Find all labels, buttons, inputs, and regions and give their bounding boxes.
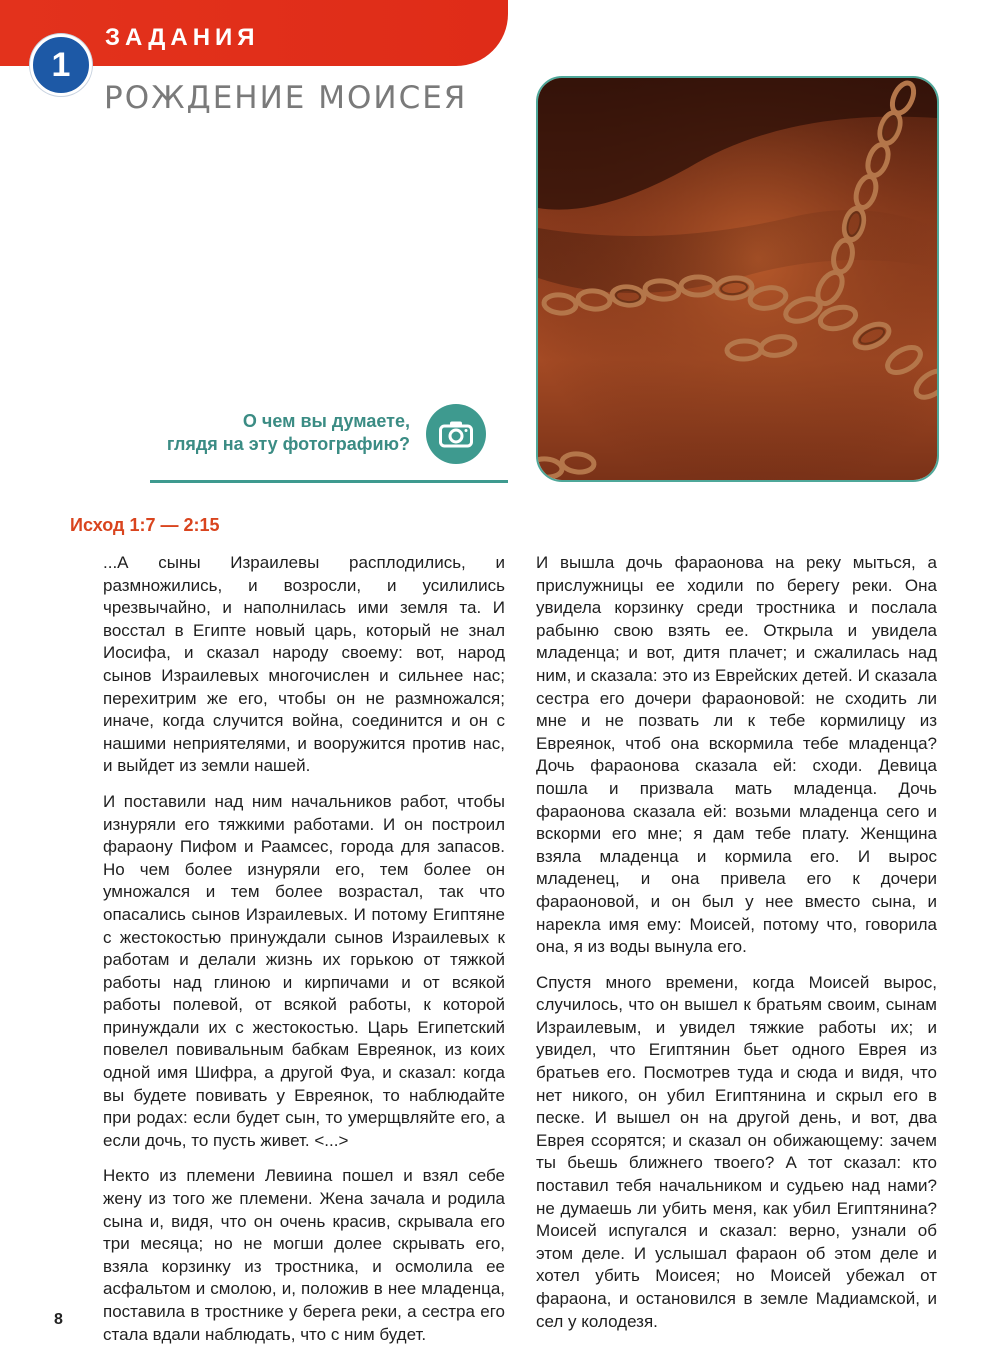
- paragraph: Спустя много времени, когда Моисей вырос, случилось, что он вышел к братьям своим, сынам Израилевым, и увидел тяжкие работы их; и увидел, что Египтянин бьет одного Еврея из братьев его. Посмотрев туда и сюда и видя, что нет никого, он убил Египтянина и скрыл его в песке. И вышел он на другой день, и вот, два Еврея ссорятся; и сказал он обижающему: зачем ты бьешь ближнего твоего? А тот сказал: кто поставил тебя начальником и судьею над нами? не думаешь ли убить меня, как убил Египтянина? Моисей испугался и сказал: верно, узнали об этом деле. И услышал фараон об этом деле и хотел убить Моисея; но Моисей убежал от фараона, и остановился в земле Мадиамской, и сел у колодезя.: [536, 972, 937, 1331]
- paragraph: И поставили над ним начальников работ, чтобы изнуряли его тяжкими работами. И он построил фараону Пифом и Раамсес, города для запасов. Но чем более изнуряли его, тем более он умножался и тем более возрастал, так что опасались сынов Израилевых. И потому Египтяне с жестокостью принуждали сынов Израилевых к работам и делали жизнь их горькою от тяжкой работы над глиною и кирпичами и от всякой работы полевой, от всякой работы, к которой принуждали их с жестокостью. Царь Египетский повелел повивальным бабкам Евреянок, из коих одной имя Шифра, а другой Фуа, и сказал: когда вы будете повивать у Евреянок, то наблюдайте при родах: если будет сын, то умерщвляйте его, а если дочь, то пусть живет. <...>: [103, 791, 505, 1150]
- section-label: ЗАДАНИЯ: [105, 24, 260, 51]
- lesson-number-badge: [30, 34, 92, 96]
- camera-icon: [439, 420, 473, 448]
- paragraph: И вышла дочь фараонова на реку мыться, а прислужницы ее ходили по берегу реки. Она увидела корзинку среди тростника и послала рабыню свою взять ее. Открыла и увидела младенца; и вот, дитя плачет; и сжалилась над ним, и сказала: это из Еврейских детей. И сказала сестра его дочери фараоновой: не сходить ли мне и не позвать ли к тебе кормилицу из Евреянок, чтоб она вскормила тебе младенца? Дочь фараонова сказала ей: сходи. Девица пошла и призвала мать младенца. Дочь фараонова сказала ей: возьми младенца сего и вскорми его мне; я дам тебе плату. Женщина взяла младенца и кормила его. И вырос младенец, и она привела его к дочери фараоновой, и он был у нее вместо сына, и нарекла имя ему: Моисей, потому что, говорила она, я из воды вынула его.: [536, 553, 937, 957]
- lesson-number: 1: [51, 45, 71, 84]
- camera-button[interactable]: [426, 404, 486, 464]
- text-column-right: [536, 552, 937, 1346]
- photo-question-line2: глядя на эту фотографию?: [166, 434, 410, 454]
- scripture-reference: Исход 1:7 — 2:15: [70, 515, 220, 535]
- paragraph: ...А сыны Израилевы расплодились, и размножились, и возросли, и усилились чрезвычайно, и наполнилась ими земля та. И восстал в Египте новый царь, который не знал Иосифа, и сказал народу своему: вот, народ сынов Израилевых многочислен и сильнее нас; перехитрим же его, чтобы он не размножался; иначе, когда случится война, соединится и он с нашими неприятелями, и вооружится против нас, и выйдет из земли нашей.: [103, 553, 505, 776]
- paragraph: Некто из племени Левиина пошел и взял себе жену из того же племени. Жена зачала и родила сына и, видя, что он очень красив, скрывала его три месяца; но не могши долее скрывать его, взяла корзинку из тростника, и осмолила ее асфальтом и смолою, и, положив в нее младенца, поставила в тростнике у берега реки, а сестра его стала вдали наблюдать, что с ним будет.: [103, 1166, 505, 1344]
- lesson-title: РОЖДЕНИЕ МОИСЕЯ: [104, 80, 468, 116]
- photo-question: [150, 410, 410, 456]
- chain-in-sand-illustration: [538, 78, 937, 480]
- chain-photo: [536, 76, 939, 482]
- text-column-left: [103, 552, 505, 1359]
- page-number: 8: [54, 1311, 63, 1328]
- question-divider: [150, 480, 508, 483]
- photo-question-line1: О чем вы думаете,: [242, 411, 410, 431]
